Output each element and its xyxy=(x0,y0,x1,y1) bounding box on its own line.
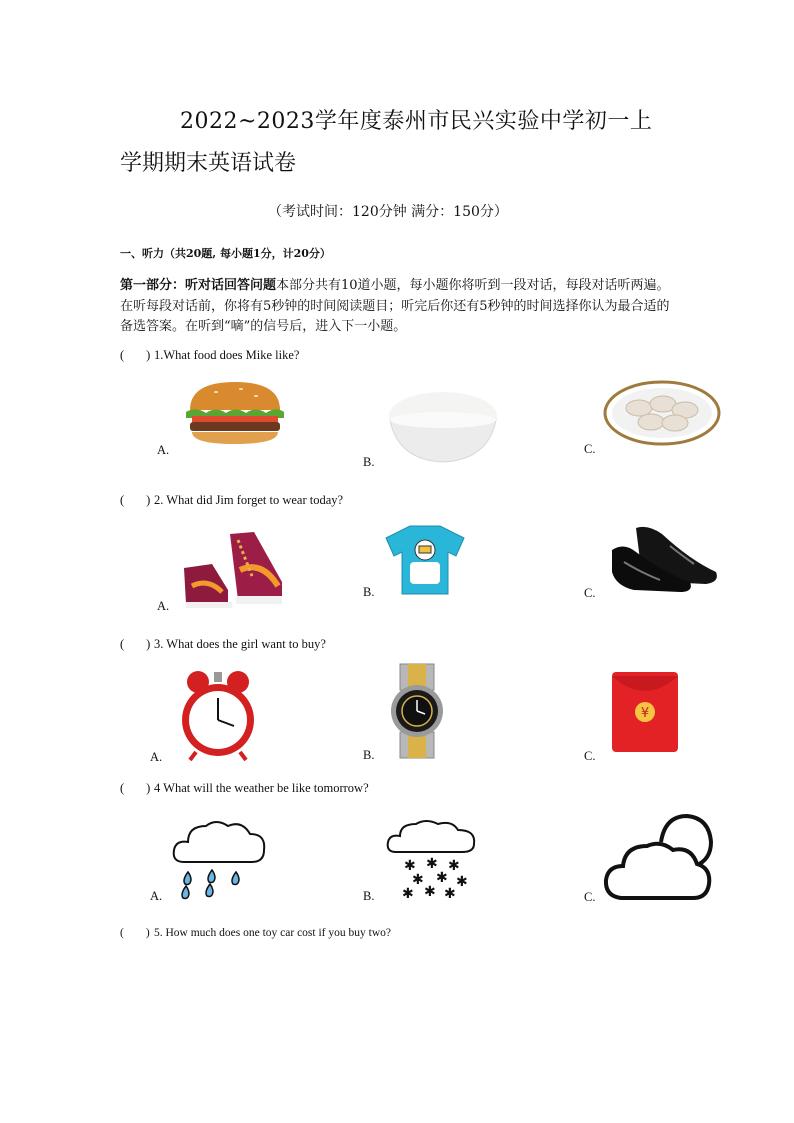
question-text: 5. How much does one toy car cost if you buy two? xyxy=(154,927,391,939)
exam-subtitle: （考试时间：120分钟 满分：150分） xyxy=(268,204,508,220)
sneakers-image xyxy=(182,530,284,610)
rice-bowl-image xyxy=(384,388,502,466)
section-instructions xyxy=(120,276,680,338)
svg-text:✱: ✱ xyxy=(424,884,436,900)
dumplings-image xyxy=(603,380,721,446)
option-label[interactable]: B. xyxy=(363,585,375,599)
option-label[interactable]: A. xyxy=(157,443,170,457)
question-text: 1.What food does Mike like? xyxy=(154,348,300,362)
option-label[interactable]: A. xyxy=(150,750,163,764)
rain-icon xyxy=(172,818,268,900)
exam-title-line2: 学期期末英语试卷 xyxy=(120,151,297,176)
exam-title-line1: 2022~2023学年度泰州市民兴实验中学初一上 xyxy=(180,109,653,134)
svg-text:✱: ✱ xyxy=(456,874,468,890)
part-label: 第一部分：听对话回答问题 xyxy=(120,278,277,293)
section-title: 一、听力（共20题, 每小题1分，计20分） xyxy=(120,247,331,260)
yuan-symbol: ¥ xyxy=(640,706,650,721)
svg-text:✱: ✱ xyxy=(412,872,424,888)
option-label[interactable]: C. xyxy=(584,749,596,763)
question-2 xyxy=(120,493,343,508)
cloudy-icon xyxy=(603,812,715,904)
leather-shoes-image xyxy=(610,524,720,594)
question-text: 3. What does the girl want to buy? xyxy=(154,637,326,651)
question-3 xyxy=(120,637,326,652)
svg-text:✱: ✱ xyxy=(448,858,460,874)
answer-blank[interactable]: ( ) xyxy=(120,637,151,651)
question-text: 4 What will the weather be like tomorrow? xyxy=(154,781,369,795)
watch-image xyxy=(386,664,448,758)
option-label[interactable]: A. xyxy=(150,889,163,903)
option-label[interactable]: B. xyxy=(363,889,375,903)
tshirt-image xyxy=(384,524,466,596)
option-label[interactable]: C. xyxy=(584,442,596,456)
svg-text:✱: ✱ xyxy=(444,886,456,902)
question-text: 2. What did Jim forget to wear today? xyxy=(154,493,344,507)
part-text: 本部分共有10道小题，每小题你将听到一段对话，每段对话听两遍。在听每段对话前，你将有5秒钟的时间阅读题目；听完后你还有5秒钟的时间选择你认为最合适的备选答案。在听到“嘀”的信号后，进入下一小题。 xyxy=(120,278,670,334)
snow-icon xyxy=(386,818,478,900)
question-4 xyxy=(120,781,369,796)
alarm-clock-image xyxy=(178,668,258,762)
option-label[interactable]: A. xyxy=(157,599,170,613)
answer-blank[interactable]: ( ) xyxy=(120,781,151,795)
option-label[interactable]: B. xyxy=(363,748,375,762)
answer-blank[interactable]: ( ) xyxy=(120,927,150,939)
answer-blank[interactable]: ( ) xyxy=(120,493,151,507)
svg-text:✱: ✱ xyxy=(436,870,448,886)
svg-text:✱: ✱ xyxy=(404,858,416,874)
option-label[interactable]: B. xyxy=(363,455,375,469)
question-1 xyxy=(120,348,299,363)
question-5 xyxy=(120,927,391,939)
option-label[interactable]: C. xyxy=(584,586,596,600)
svg-text:✱: ✱ xyxy=(402,886,414,902)
hamburger-image xyxy=(186,380,284,446)
svg-text:✱: ✱ xyxy=(426,856,438,872)
red-envelope-image xyxy=(612,672,680,754)
answer-blank[interactable]: ( ) xyxy=(120,348,151,362)
option-label[interactable]: C. xyxy=(584,890,596,904)
